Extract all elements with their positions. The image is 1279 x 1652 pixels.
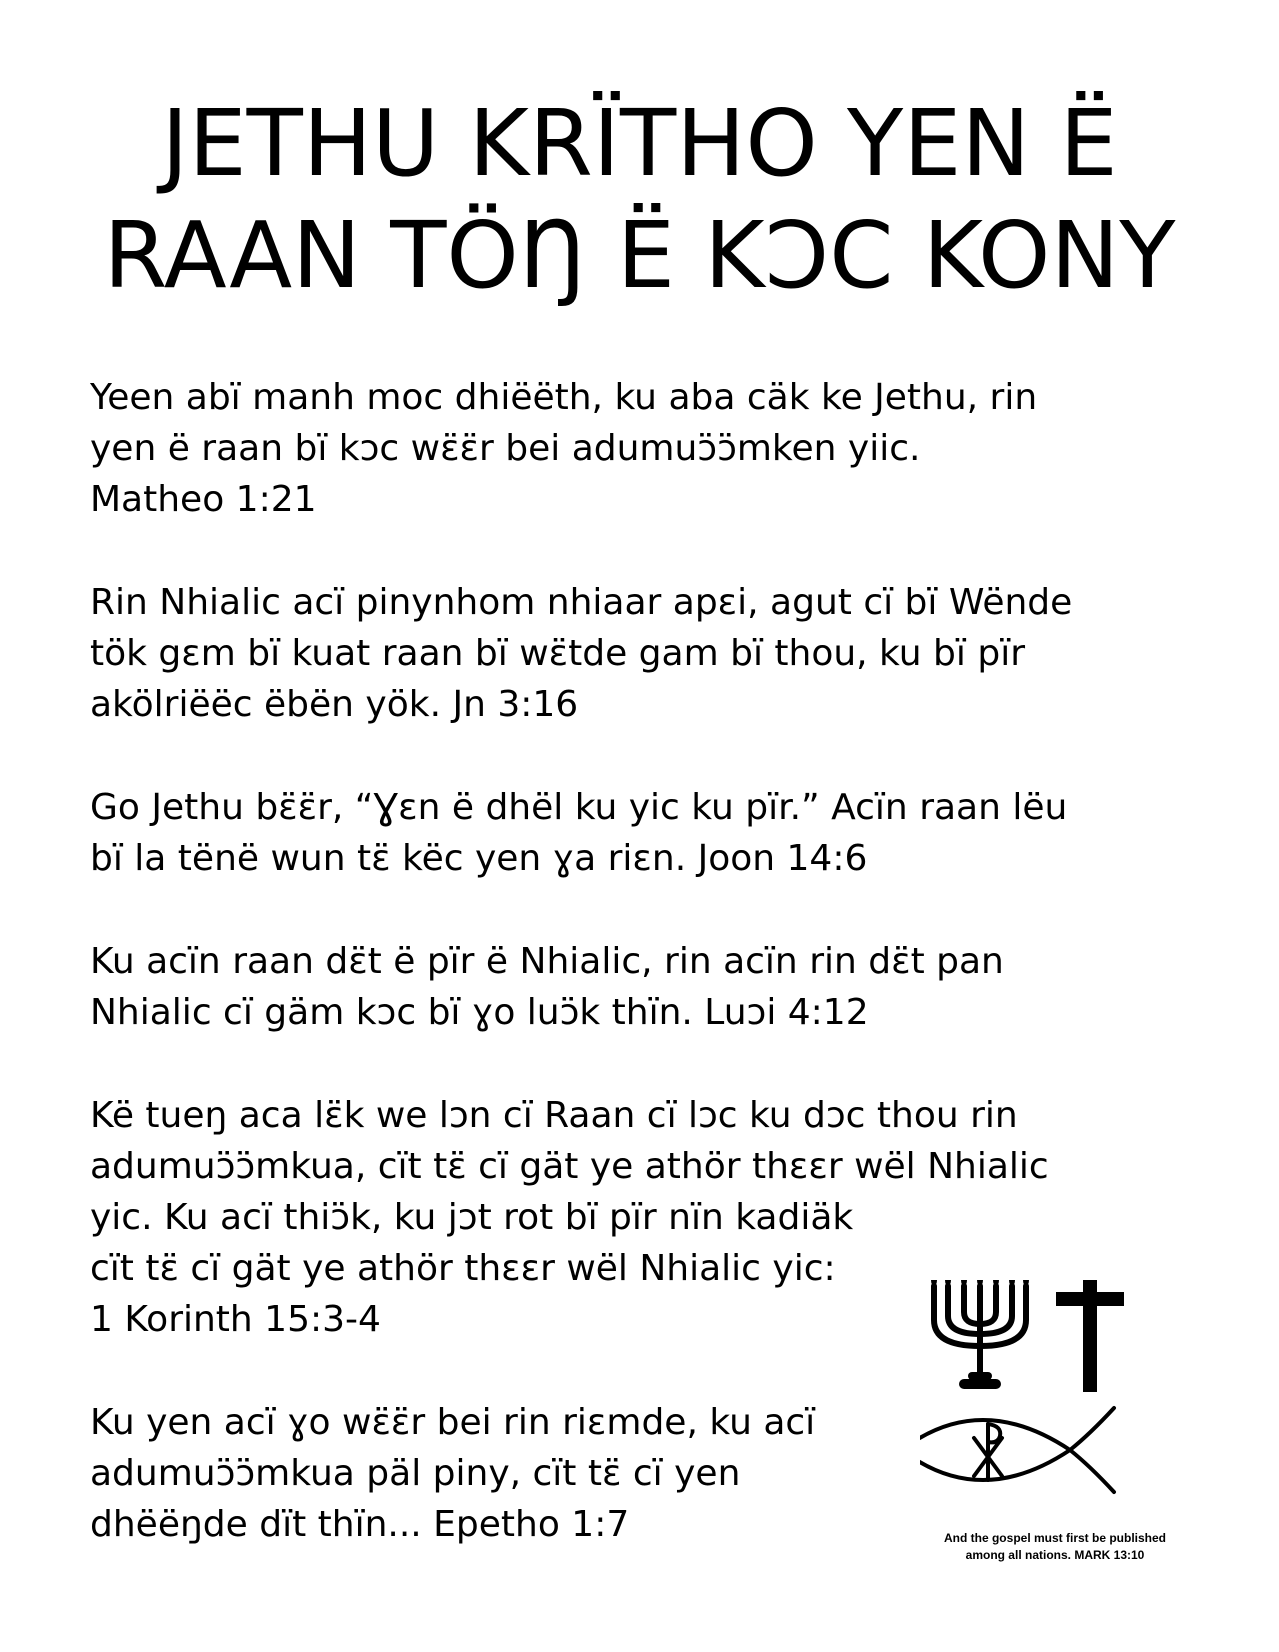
caption-line: among all nations. MARK 13:10 xyxy=(965,1548,1145,1562)
passage-line: cït tɛ̈ cï gät ye athör thɛɛr wël Nhialic yic: xyxy=(90,1248,836,1289)
passage-line: Kë tueŋ aca lɛ̈k we lɔn cï Raan cï lɔc ku dɔc thou rin xyxy=(90,1095,1018,1136)
page-title xyxy=(0,88,1279,312)
passage-line: Nhialic cï gäm kɔc bï ɣo luɔ̈k thïn. Luɔi 4:12 xyxy=(90,992,869,1033)
passage-line: adumuɔ̈ɔ̈mkua päl piny, cït tɛ̈ cï yen xyxy=(90,1453,741,1494)
cross-icon xyxy=(1056,1280,1124,1392)
passage-matheo-1-21 xyxy=(90,372,1210,525)
passage-luoi-4-12 xyxy=(90,936,1210,1038)
passage-reference: 1 Korinth 15:3-4 xyxy=(90,1299,381,1340)
passage-line: Ku acïn raan dɛ̈t ë pïr ë Nhialic, rin acïn rin dɛ̈t pan xyxy=(90,941,1004,982)
passage-line: Ku yen acï ɣo wɛ̈ɛ̈r bei rin riɛmde, ku acï xyxy=(90,1402,816,1443)
passage-line: bï la tënë wun tɛ̈ këc yen ɣa riɛn. Joon 14:6 xyxy=(90,838,868,879)
ichthys-chi-rho-icon xyxy=(920,1408,1114,1492)
passage-jn-3-16 xyxy=(90,577,1210,730)
title-line-2: RAAN TÖŊ Ë KƆC KONY xyxy=(103,202,1176,309)
passage-line: dhëëŋde dït thïn... Epetho 1:7 xyxy=(90,1504,630,1545)
passage-joon-14-6 xyxy=(90,782,1210,884)
passage-line: Yeen abï manh moc dhiëëth, ku aba cäk ke Jethu, rin xyxy=(90,377,1038,418)
passage-line: akölriëëc ëbën yök. Jn 3:16 xyxy=(90,684,579,725)
passage-line: adumuɔ̈ɔ̈mkua, cït tɛ̈ cï gät ye athör thɛɛr wël Nhialic xyxy=(90,1146,1049,1187)
passage-line: tök gɛm bï kuat raan bï wɛ̈tde gam bï thou, ku bï pïr xyxy=(90,633,1025,674)
title-line-1: JETHU KRÏTHO YEN Ë xyxy=(161,90,1118,197)
passage-reference: Matheo 1:21 xyxy=(90,479,317,520)
menorah-icon xyxy=(934,1286,1026,1384)
passage-line: yen ë raan bï kɔc wɛ̈ɛ̈r bei adumuɔ̈ɔ̈mken yiic. xyxy=(90,428,921,469)
mark-13-10-caption xyxy=(910,1530,1200,1564)
passage-line: yic. Ku acï thiɔ̈k, ku jɔt rot bï pïr nïn kadiäk xyxy=(90,1197,854,1238)
caption-line: And the gospel must first be published xyxy=(943,1531,1166,1545)
passage-line: Go Jethu bɛ̈ɛ̈r, “Ɣɛn ë dhël ku yic ku pïr.” Acïn raan lëu xyxy=(90,787,1068,828)
passage-line: Rin Nhialic acï pinynhom nhiaar apɛi, agut cï bï Wënde xyxy=(90,582,1073,623)
